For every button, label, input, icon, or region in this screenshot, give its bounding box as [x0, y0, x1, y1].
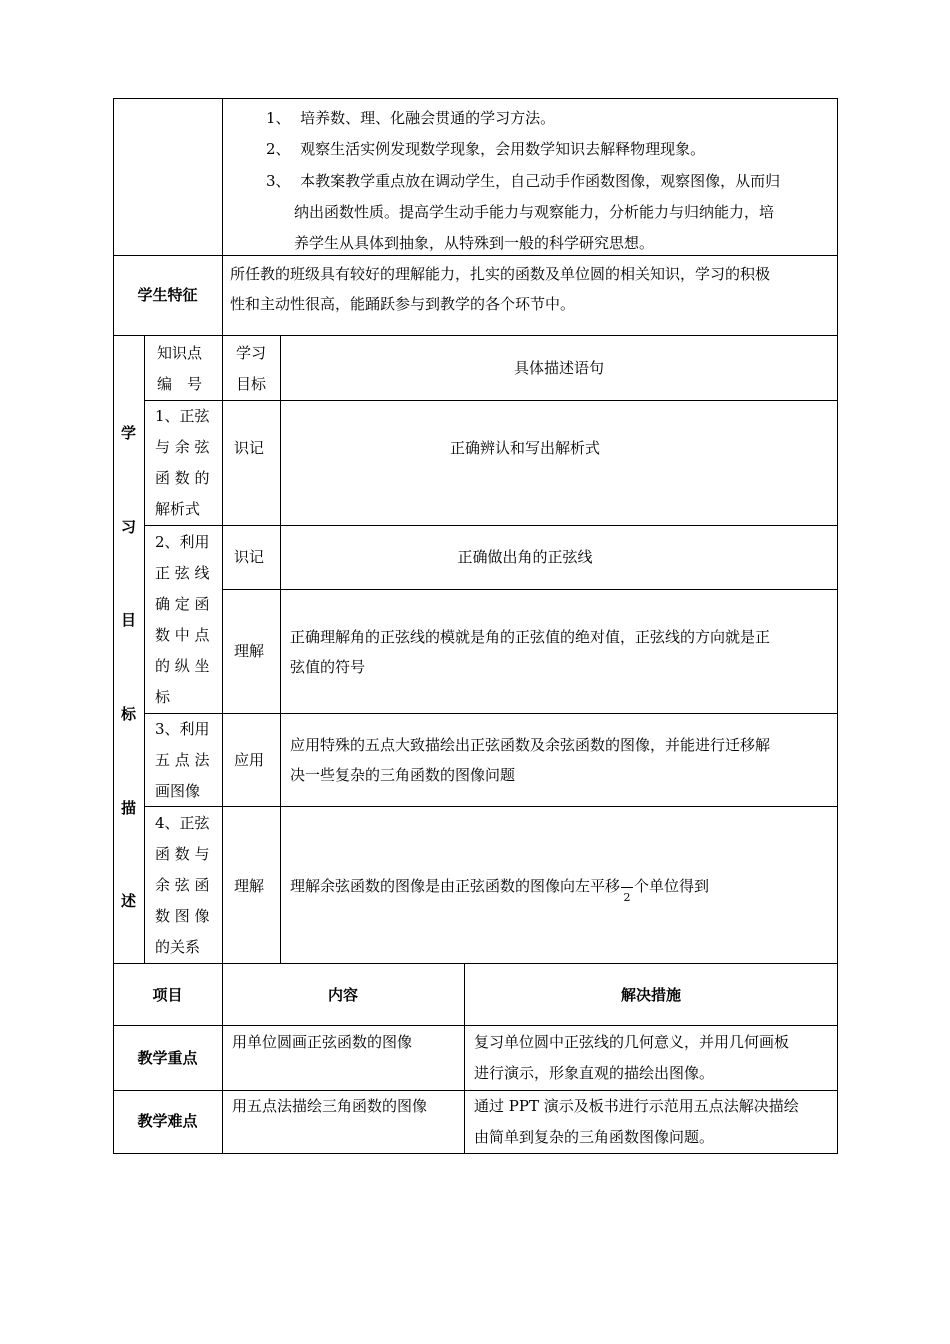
row-label: 教学难点: [137, 1112, 198, 1130]
row-label: 教学重点: [137, 1049, 198, 1067]
list-text: 养学生从具体到抽象，从特殊到一般的科学研究思想。: [294, 234, 655, 252]
goal-description: [290, 871, 709, 902]
column-divider: [222, 335, 223, 963]
learning-goal: 识记: [234, 548, 265, 566]
knowledge-point: 函 数 的: [155, 469, 210, 487]
knowledge-point: 函 数 与: [155, 845, 210, 863]
knowledge-point: 确 定 函: [155, 595, 210, 613]
list-text: 纳出函数性质。提高学生动手能力与观察能力，分析能力与归纳能力，培: [294, 203, 775, 221]
column-divider: [280, 335, 281, 963]
list-item: [266, 166, 780, 197]
column-divider: [222, 98, 223, 335]
goal-description-text: 个单位得到: [634, 877, 710, 895]
knowledge-point: 五 点 法: [155, 751, 210, 769]
row-divider: [144, 806, 838, 807]
fraction: [620, 878, 634, 904]
list-number: 3、: [266, 172, 291, 190]
side-label-char: 标: [120, 705, 136, 723]
knowledge-point: 正 弦 线: [155, 564, 210, 582]
knowledge-point: 余 弦 函: [155, 876, 210, 894]
fraction-denominator: 2: [623, 891, 631, 904]
knowledge-point: 数 中 点: [155, 626, 210, 644]
list-item: [266, 103, 555, 134]
table-cell: 进行演示，形象直观的描绘出图像。: [474, 1064, 715, 1082]
column-header: 目标: [236, 375, 267, 393]
column-header: 项目: [152, 986, 183, 1004]
row-divider: [144, 525, 838, 526]
column-header: 具体描述语句: [513, 359, 604, 377]
side-label-char: 学: [120, 424, 136, 442]
side-label-char: 述: [120, 892, 136, 910]
list-number: 2、: [266, 140, 291, 158]
list-number: 1、: [266, 109, 291, 127]
goal-description: 决一些复杂的三角函数的图像问题: [290, 766, 516, 784]
goal-description: 正确理解角的正弦线的模就是角的正弦值的绝对值，正弦线的方向就是正: [290, 628, 771, 646]
column-header: 学习: [236, 344, 267, 362]
goal-description-text: 理解余弦函数的图像是由正弦函数的图像向左平移: [290, 877, 621, 895]
knowledge-point: 的关系: [155, 938, 201, 956]
fraction-bar: [621, 887, 633, 888]
goal-description: 正确辨认和写出解析式: [449, 439, 600, 457]
row-divider: [144, 713, 838, 714]
knowledge-point: 的 纵 坐: [155, 657, 210, 675]
goal-description: 正确做出角的正弦线: [457, 548, 593, 566]
learning-goal: 应用: [234, 751, 265, 769]
row-divider: [222, 589, 838, 590]
table-cell: 复习单位圆中正弦线的几何意义，并用几何画板: [474, 1033, 790, 1051]
side-label-char: 习: [120, 518, 136, 536]
knowledge-point: 3、利用: [155, 720, 210, 738]
list-text: 本教案教学重点放在调动学生，自己动手作函数图像，观察图像，从而归: [300, 172, 781, 190]
side-label-char: 描: [120, 799, 136, 817]
table-cell: 用单位圆画正弦函数的图像: [232, 1033, 413, 1051]
column-header: 解决措施: [620, 986, 681, 1004]
table-cell: 通过 PPT 演示及板书进行示范用五点法解决描绘: [474, 1097, 799, 1115]
student-characteristics-label: 学生特征: [137, 286, 198, 304]
table-cell: 用五点法描绘三角函数的图像: [232, 1097, 428, 1115]
learning-goal: 理解: [234, 642, 265, 660]
list-text: 观察生活实例发现数学现象，会用数学知识去解释物理现象。: [300, 140, 706, 158]
table-cell: 由简单到复杂的三角函数图像问题。: [474, 1128, 715, 1146]
knowledge-point: 画图像: [155, 782, 201, 800]
student-characteristics-text: 性和主动性很高，能踊跃参与到教学的各个环节中。: [230, 295, 576, 313]
student-characteristics-text: 所任教的班级具有较好的理解能力，扎实的函数及单位圆的相关知识，学习的积极: [230, 265, 771, 283]
row-divider: [144, 400, 838, 401]
goal-description: 应用特殊的五点大致描绘出正弦函数及余弦函数的图像，并能进行迁移解: [290, 736, 771, 754]
goal-description: 弦值的符号: [290, 658, 366, 676]
knowledge-point: 2、利用: [155, 533, 210, 551]
column-header: 编 号: [157, 375, 203, 393]
knowledge-point: 标: [155, 688, 171, 706]
column-header: 知识点: [157, 344, 203, 362]
column-header: 内容: [327, 986, 358, 1004]
list-item: [266, 134, 705, 165]
list-text: 培养数、理、化融会贯通的学习方法。: [300, 109, 556, 127]
knowledge-point: 数 图 像: [155, 907, 210, 925]
knowledge-point: 解析式: [155, 500, 201, 518]
learning-goal: 理解: [234, 877, 265, 895]
knowledge-point: 4、正弦: [155, 814, 210, 832]
knowledge-point: 与 余 弦: [155, 438, 210, 456]
knowledge-point: 1、正弦: [155, 407, 210, 425]
side-label-char: 目: [120, 611, 136, 629]
column-divider: [144, 335, 145, 963]
learning-goal: 识记: [234, 439, 265, 457]
